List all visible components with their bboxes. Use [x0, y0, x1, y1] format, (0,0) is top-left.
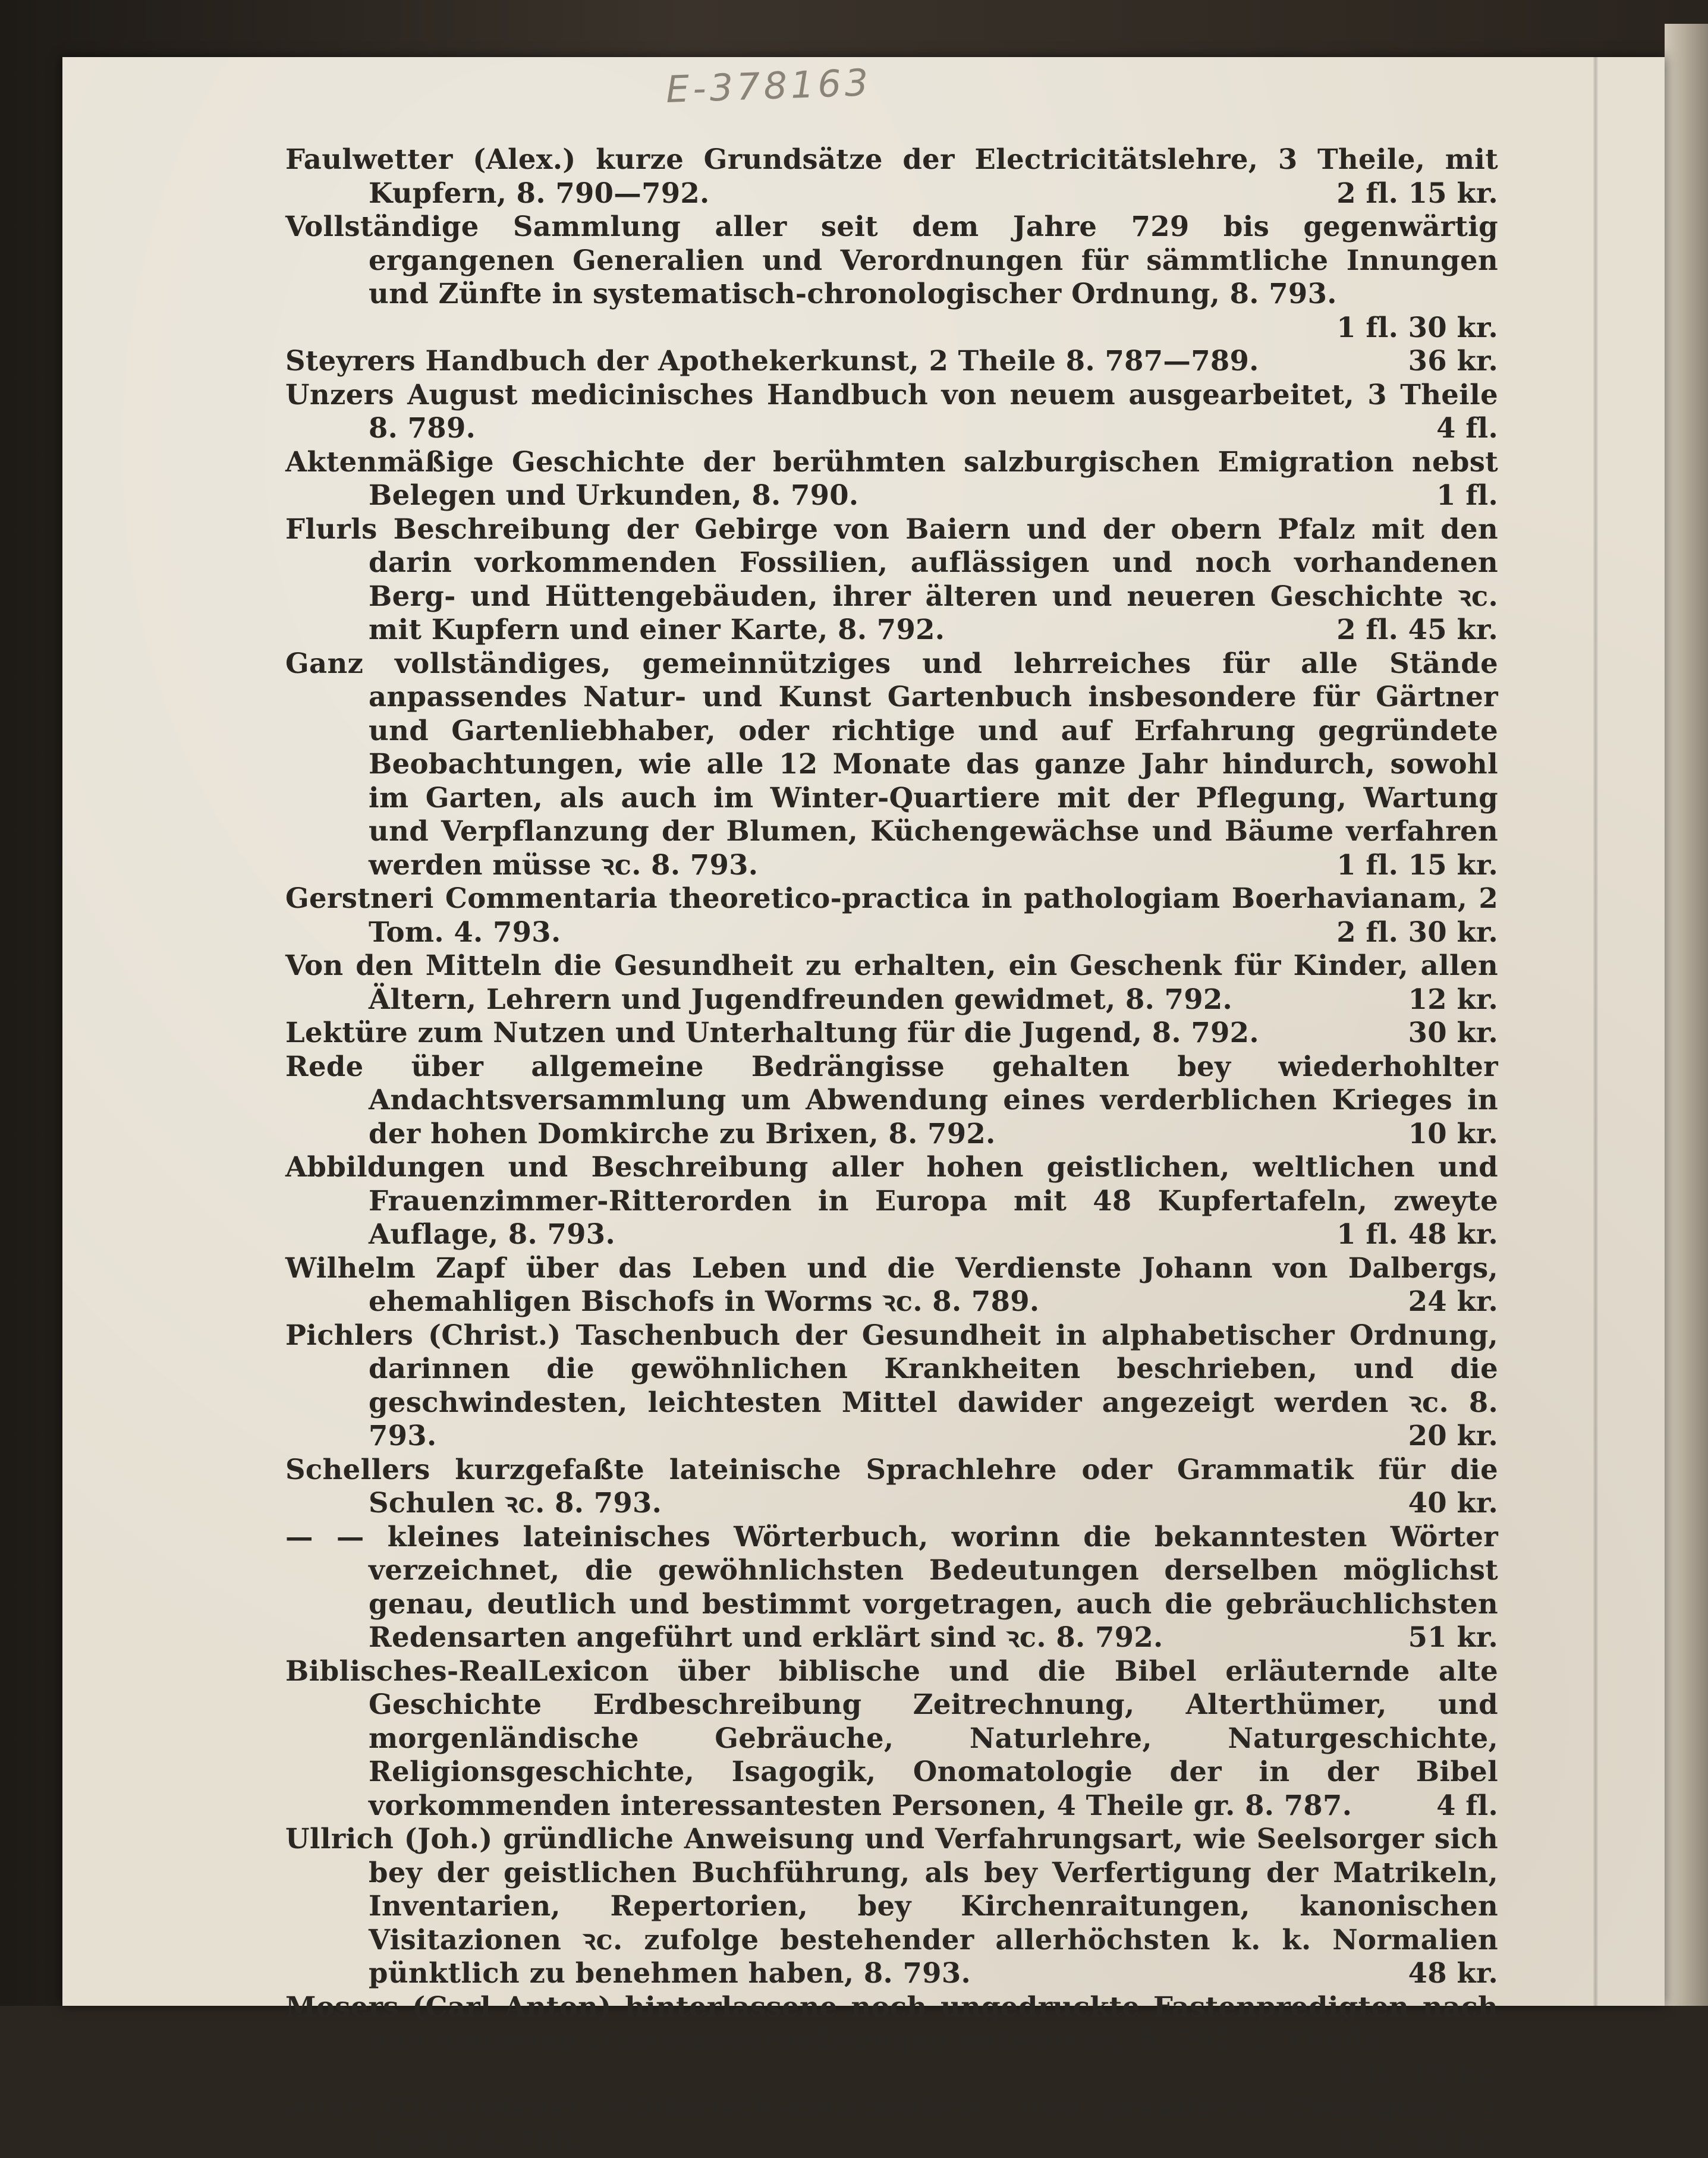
- entry-price: 51 kr.: [1385, 1621, 1498, 1654]
- shelfmark-annotation: E-378163: [665, 61, 873, 111]
- entry-text: Ullrich (Joh.) gründliche Anweisung und Verfahrungsart, wie Seelsorger sich bey der geistlichen Buchführung, als bey Verfertigung der Matrikeln, Inventarien, Repertorien, bey Kirchenraitungen, kanonischen Visitazionen ꝛc. zufolge bestehender allerhöchsten k. k. Normalien pünktlich zu benehmen haben, 8. 793.: [285, 1822, 1498, 1989]
- entry-price: 1 fl. 48 kr.: [1313, 1218, 1498, 1251]
- book-entry: [285, 2091, 1498, 2158]
- next-page-edge: [1665, 24, 1708, 2006]
- entry-text: Flurls Beschreibung der Gebirge von Baiern und der obern Pfalz mit den darin vorkommenden Fossilien, auflässigen und noch vorhandenen Berg- und Hüttengebäuden, ihrer älteren und neueren Geschichte ꝛc. mit Kupfern und einer Karte, 8. 792.: [285, 512, 1498, 646]
- entry-price: 1 fl. 30 kr.: [1313, 311, 1498, 345]
- entry-text: Abbildungen und Beschreibung aller hohen geistlichen, weltlichen und Frauenzimmer-Ritterorden in Europa mit 48 Kupfertafeln, zweyte Auflage, 8. 793.: [285, 1150, 1498, 1250]
- entry-price: 1 fl. 45 kr.: [1313, 2058, 1498, 2091]
- book-entry: [285, 378, 1498, 445]
- book-entry: [285, 1520, 1498, 1654]
- entry-text: Steyrers Handbuch der Apothekerkunst, 2 Theile 8. 787—789.: [285, 344, 1259, 377]
- entry-price: 1 fl.: [1413, 479, 1498, 512]
- book-entry: [285, 512, 1498, 647]
- book-entry: [285, 1319, 1498, 1453]
- entry-price: 4 fl.: [1413, 411, 1498, 445]
- entry-text: Rede über allgemeine Bedrängisse gehalten bey wiederhohlter Andachtsversammlung um Abwendung eines verderblichen Krieges in der hohen Domkirche zu Brixen, 8. 792.: [285, 1050, 1498, 1150]
- book-entry: [285, 143, 1498, 210]
- book-entry: [285, 344, 1498, 378]
- entry-price: 24 kr.: [1385, 1285, 1498, 1319]
- entry-price: 20 kr.: [1385, 1419, 1498, 1453]
- entry-text: Biblisches-RealLexicon über biblische und die Bibel erläuternde alte Geschichte Erdbeschreibung Zeitrechnung, Alterthümer, und morgenländische Gebräuche, Naturlehre, Naturgeschichte, Religionsgeschichte, Isagogik, Onomatologie der in der Bibel vorkommenden interessantesten Personen, 4 Theile gr. 8. 787.: [285, 1654, 1498, 1822]
- book-entry: [285, 647, 1498, 882]
- book-entry: [285, 1016, 1498, 1050]
- entry-text: Gerstneri Commentaria theoretico-practica in pathologiam Boerhavianam, 2 Tom. 4. 793.: [285, 882, 1498, 948]
- entry-text: Pichlers (Christ.) Taschenbuch der Gesundheit in alphabetischer Ordnung, darinnen die gewöhnlichen Krankheiten beschrieben, und die geschwindesten, leichtesten Mittel dawider angezeigt werden ꝛc. 8. 793.: [285, 1319, 1498, 1452]
- book-entry: [285, 1150, 1498, 1251]
- book-entry: [285, 1251, 1498, 1319]
- entry-price: 40 kr.: [1385, 1486, 1498, 1520]
- entry-text: Vollständige Sammlung aller seit dem Jahre 729 bis gegenwärtig ergangenen Generalien und Verordnungen für sämmtliche Innungen und Zünfte in systematisch-chronologischer Ordnung, 8. 793.: [285, 210, 1498, 310]
- entry-price: 12 kr.: [1385, 983, 1498, 1017]
- entry-price: 2 fl. 45 kr.: [1313, 613, 1498, 647]
- book-entry: [285, 882, 1498, 949]
- entry-price: 2 fl. 15 kr.: [1313, 177, 1498, 210]
- book-entry: [285, 445, 1498, 512]
- entry-price: 4 fl.: [1413, 1789, 1498, 1823]
- book-list: [285, 143, 1498, 2158]
- book-entry: [285, 1050, 1498, 1151]
- entry-text: Unzers August medicinisches Handbuch von neuem ausgearbeitet, 3 Theile 8. 789.: [285, 378, 1498, 445]
- book-entry: [285, 1990, 1498, 2091]
- entry-price: 48 kr.: [1385, 1956, 1498, 1990]
- entry-text: Von den Mitteln die Gesundheit zu erhalten, ein Geschenk für Kinder, allen Ältern, Lehrern und Jugendfreunden gewidmet, 8. 792.: [285, 949, 1498, 1015]
- entry-price: 2 fl. 30 kr.: [1313, 916, 1498, 949]
- entry-text: Wilhelm Zapf über das Leben und die Verdienste Johann von Dalbergs, ehemahligen Bischofs in Worms ꝛc. 8. 789.: [285, 1251, 1498, 1318]
- book-entry: [285, 1654, 1498, 1823]
- book-entry: [285, 1453, 1498, 1520]
- entry-text: Aktenmäßige Geschichte der berühmten salzburgischen Emigration nebst Belegen und Urkunden, 8. 790.: [285, 445, 1498, 512]
- entry-text: Auer (Dominikus) Militärisch-katechetisch- und praktische Predigten, 3 Theile 8. 788.: [285, 2091, 1498, 2157]
- page-fold-shadow: [1593, 57, 1598, 2006]
- entry-text: Ganz vollständiges, gemeinnütziges und lehrreiches für alle Stände anpassendes Natur- und Kunst Gartenbuch insbesondere für Gärtner und Gartenliebhaber, oder richtige und auf Erfahrung gegründete Beobachtungen, wie alle 12 Monate das ganze Jahr hindurch, sowohl im Garten, als auch im Winter-Quartiere mit der Pflegung, Wartung und Verpflanzung der Blumen, Küchengewächse und Bäume verfahren werden müsse ꝛc. 8. 793.: [285, 647, 1498, 881]
- book-entry: [285, 210, 1498, 344]
- entry-text: Lektüre zum Nutzen und Unterhaltung für die Jugend, 8. 792.: [285, 1016, 1259, 1049]
- entry-price: 1 fl. 30 kr.: [1313, 2125, 1498, 2158]
- entry-text: Faulwetter (Alex.) kurze Grundsätze der Electricitätslehre, 3 Theile, mit Kupfern, 8. 790—792.: [285, 143, 1498, 209]
- book-entry: [285, 949, 1498, 1016]
- entry-price: 36 kr.: [1385, 344, 1498, 378]
- book-entry: [285, 1822, 1498, 1990]
- entry-price: 1 fl. 15 kr.: [1313, 848, 1498, 882]
- entry-text: Mosers (Carl Anton) hinterlassene noch ungedruckte Fastenpredigten nach den neuesten Diözesanverordnungen entworfen, 8. 792. 2 Theile.: [285, 1990, 1498, 2057]
- entry-text: — — kleines lateinisches Wörterbuch, worinn die bekanntesten Wörter verzeichnet, die gewöhnlichsten Bedeutungen derselben möglichst genau, deutlich und bestimmt vorgetragen, auch die gebräuchlichsten Redensarten angeführt und erklärt sind ꝛc. 8. 792.: [285, 1520, 1498, 1654]
- entry-price: 10 kr.: [1385, 1117, 1498, 1151]
- entry-text: Schellers kurzgefaßte lateinische Sprachlehre oder Grammatik für die Schulen ꝛc. 8. 793.: [285, 1453, 1498, 1520]
- entry-price: 30 kr.: [1385, 1016, 1498, 1050]
